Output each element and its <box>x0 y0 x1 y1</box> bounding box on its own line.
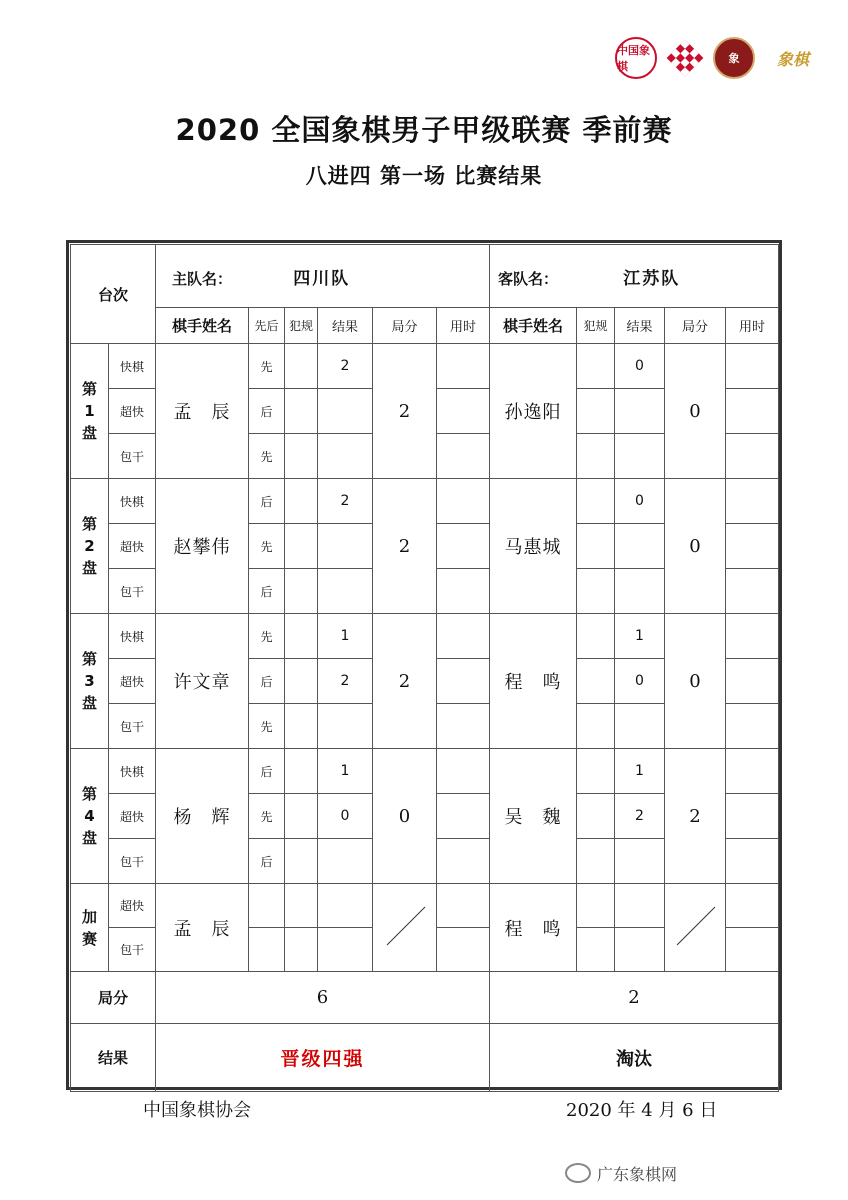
away-result <box>615 569 665 614</box>
foul-cell <box>285 928 318 972</box>
time-cell <box>726 659 779 704</box>
time-cell <box>726 389 779 434</box>
away-player-name: 马惠城 <box>490 479 577 614</box>
order <box>249 928 285 972</box>
time-cell <box>437 569 490 614</box>
away-result: 0 <box>615 479 665 524</box>
time-cell <box>437 928 490 972</box>
foul-cell <box>285 389 318 434</box>
away-player-name: 程 鸣 <box>490 614 577 749</box>
time-cell <box>437 704 490 749</box>
wechat-icon <box>565 1163 591 1183</box>
foul-cell <box>577 704 615 749</box>
foul-cell <box>285 569 318 614</box>
time-cell <box>437 344 490 389</box>
time-cell <box>437 479 490 524</box>
foul-cell <box>285 434 318 479</box>
foul-cell <box>577 839 615 884</box>
checker-logo <box>665 38 705 78</box>
order: 先 <box>249 704 285 749</box>
time-cell <box>726 569 779 614</box>
game-type: 快棋 <box>109 749 156 794</box>
home-result: 0 <box>318 794 373 839</box>
home-result <box>318 389 373 434</box>
away-score-slash <box>665 884 726 972</box>
game-type: 快棋 <box>109 614 156 659</box>
time-cell <box>437 839 490 884</box>
away-team-label: 客队名： <box>498 269 559 288</box>
game-type: 包干 <box>109 704 156 749</box>
foul-cell <box>285 524 318 569</box>
time-cell <box>726 928 779 972</box>
away-score: 0 <box>665 344 726 479</box>
away-result <box>615 704 665 749</box>
playoff-away-player: 程 鸣 <box>490 884 577 972</box>
time-cell <box>437 389 490 434</box>
away-final-result: 淘汰 <box>490 1024 779 1092</box>
away-score: 0 <box>665 479 726 614</box>
time-cell <box>437 524 490 569</box>
board-label: 第 2 盘 <box>71 479 109 614</box>
order: 后 <box>249 749 285 794</box>
slash-mark <box>671 901 719 951</box>
home-result: 1 <box>318 749 373 794</box>
away-result <box>615 389 665 434</box>
home-foul-header: 犯规 <box>285 308 318 344</box>
time-cell <box>437 884 490 928</box>
home-result <box>318 839 373 884</box>
home-player-name: 杨 辉 <box>156 749 249 884</box>
order: 先 <box>249 614 285 659</box>
home-score-slash <box>373 884 437 972</box>
game-type: 包干 <box>109 434 156 479</box>
home-player-name: 孟 辰 <box>156 344 249 479</box>
final-result-label: 结果 <box>71 1024 156 1092</box>
away-result <box>615 524 665 569</box>
xiangqi-calligraphy-logo: 象棋 <box>776 49 809 69</box>
home-total-score: 6 <box>156 972 490 1024</box>
away-result <box>615 839 665 884</box>
board-label: 第 3 盘 <box>71 614 109 749</box>
away-time-header: 用时 <box>726 308 779 344</box>
away-result: 2 <box>615 794 665 839</box>
results-table <box>70 244 779 1092</box>
time-cell <box>726 614 779 659</box>
foul-cell <box>285 479 318 524</box>
foul-cell <box>577 928 615 972</box>
home-time-header: 用时 <box>437 308 490 344</box>
order: 先 <box>249 524 285 569</box>
home-result: 2 <box>318 344 373 389</box>
foul-cell <box>577 749 615 794</box>
foul-cell <box>285 749 318 794</box>
game-type: 包干 <box>109 839 156 884</box>
time-cell <box>726 704 779 749</box>
home-result <box>318 434 373 479</box>
away-result <box>615 928 665 972</box>
foul-cell <box>577 884 615 928</box>
order: 先 <box>249 344 285 389</box>
away-result: 1 <box>615 749 665 794</box>
sponsor-logos <box>615 38 825 78</box>
away-result: 1 <box>615 614 665 659</box>
issue-date: 2020 年 4 月 6 日 <box>566 1100 718 1121</box>
order: 后 <box>249 659 285 704</box>
time-cell <box>726 434 779 479</box>
watermark <box>565 1160 705 1186</box>
time-cell <box>726 479 779 524</box>
home-score: 2 <box>373 479 437 614</box>
away-team-name: 江苏队 <box>623 268 681 289</box>
game-type: 超快 <box>109 659 156 704</box>
time-cell <box>726 524 779 569</box>
order <box>249 884 285 928</box>
game-type: 超快 <box>109 524 156 569</box>
game-type: 超快 <box>109 794 156 839</box>
home-score-header: 局分 <box>373 308 437 344</box>
time-cell <box>726 884 779 928</box>
order: 后 <box>249 389 285 434</box>
away-result: 0 <box>615 659 665 704</box>
away-team-cell <box>490 245 779 308</box>
time-cell <box>726 794 779 839</box>
home-result-header: 结果 <box>318 308 373 344</box>
home-result: 2 <box>318 479 373 524</box>
foul-cell <box>577 659 615 704</box>
order: 先 <box>249 434 285 479</box>
time-cell <box>437 434 490 479</box>
game-type: 快棋 <box>109 344 156 389</box>
organizer: 中国象棋协会 <box>143 1100 251 1121</box>
home-result: 2 <box>318 659 373 704</box>
foul-cell <box>285 614 318 659</box>
board-label: 第 4 盘 <box>71 749 109 884</box>
time-cell <box>437 659 490 704</box>
time-cell <box>437 749 490 794</box>
chinese-chess-logo: 中国象棋 <box>615 37 657 79</box>
home-player-name: 许文章 <box>156 614 249 749</box>
page-title: 2020 全国象棋男子甲级联赛 季前赛 <box>175 113 673 147</box>
away-result <box>615 434 665 479</box>
game-type: 快棋 <box>109 479 156 524</box>
slash-mark <box>381 901 429 951</box>
cxa-seal-logo: 象 <box>713 37 755 79</box>
foul-cell <box>285 344 318 389</box>
order: 先 <box>249 794 285 839</box>
home-team-cell <box>156 245 490 308</box>
home-result <box>318 884 373 928</box>
home-result <box>318 569 373 614</box>
home-player-header: 棋手姓名 <box>156 308 249 344</box>
playoff-home-player: 孟 辰 <box>156 884 249 972</box>
board-label: 第 1 盘 <box>71 344 109 479</box>
order: 后 <box>249 479 285 524</box>
foul-cell <box>577 344 615 389</box>
page-subtitle: 八进四 第一场 比赛结果 <box>305 164 543 188</box>
foul-cell <box>577 614 615 659</box>
away-result: 0 <box>615 344 665 389</box>
home-score: 0 <box>373 749 437 884</box>
foul-cell <box>285 884 318 928</box>
foul-cell <box>577 569 615 614</box>
away-score: 0 <box>665 614 726 749</box>
home-result: 1 <box>318 614 373 659</box>
away-score-header: 局分 <box>665 308 726 344</box>
home-result <box>318 704 373 749</box>
home-final-result: 晋级四强 <box>156 1024 490 1092</box>
home-score: 2 <box>373 344 437 479</box>
game-type: 包干 <box>109 569 156 614</box>
time-cell <box>726 839 779 884</box>
away-result-header: 结果 <box>615 308 665 344</box>
total-score-label: 局分 <box>71 972 156 1024</box>
away-total-score: 2 <box>490 972 779 1024</box>
home-team-name: 四川队 <box>293 268 351 289</box>
foul-cell <box>577 524 615 569</box>
foul-cell <box>577 479 615 524</box>
time-cell <box>437 614 490 659</box>
away-player-name: 吴 魏 <box>490 749 577 884</box>
foul-cell <box>577 389 615 434</box>
playoff-label: 加 赛 <box>71 884 109 972</box>
home-score: 2 <box>373 614 437 749</box>
foul-cell <box>285 659 318 704</box>
home-order-header: 先后 <box>249 308 285 344</box>
time-cell <box>726 344 779 389</box>
away-score: 2 <box>665 749 726 884</box>
foul-cell <box>577 794 615 839</box>
foul-cell <box>285 704 318 749</box>
foul-cell <box>577 434 615 479</box>
game-type: 超快 <box>109 884 156 928</box>
away-foul-header: 犯规 <box>577 308 615 344</box>
game-type: 包干 <box>109 928 156 972</box>
time-cell <box>437 794 490 839</box>
away-player-name: 孙逸阳 <box>490 344 577 479</box>
time-cell <box>726 749 779 794</box>
home-team-label: 主队名： <box>172 269 233 288</box>
away-result <box>615 884 665 928</box>
away-player-header: 棋手姓名 <box>490 308 577 344</box>
order: 后 <box>249 839 285 884</box>
order: 后 <box>249 569 285 614</box>
home-result <box>318 928 373 972</box>
foul-cell <box>285 839 318 884</box>
foul-cell <box>285 794 318 839</box>
taici-header: 台次 <box>71 245 156 344</box>
game-type: 超快 <box>109 389 156 434</box>
home-result <box>318 524 373 569</box>
home-player-name: 赵攀伟 <box>156 479 249 614</box>
watermark-text: 广东象棋网 <box>597 1164 678 1184</box>
